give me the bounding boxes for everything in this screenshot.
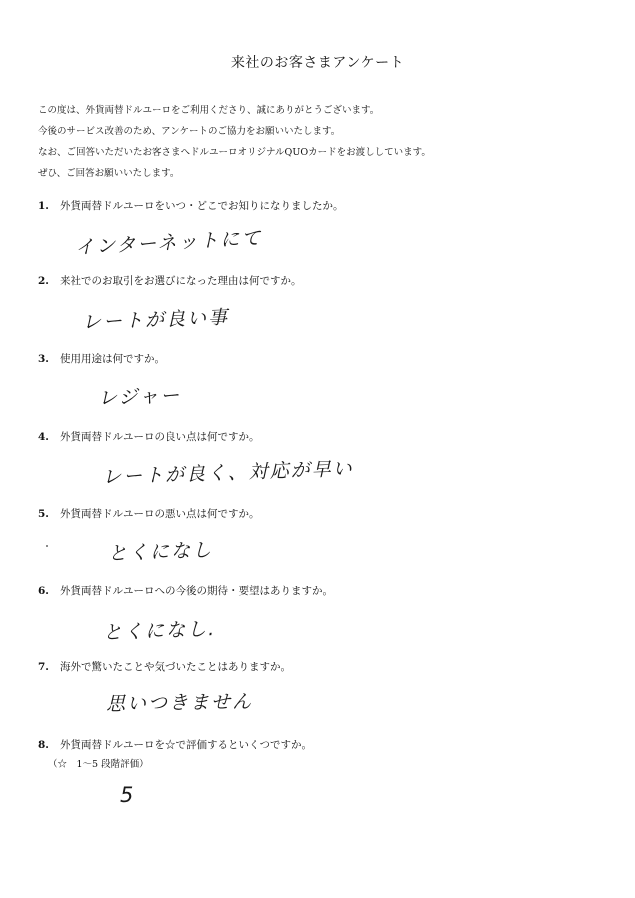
question-8 [38,737,312,752]
question-3 [38,351,165,366]
survey-title: 来社のお客さまアンケート [230,55,405,71]
question-text: 外貨両替ドルユーロをいつ・どこでお知りになりましたか。 [60,200,344,212]
rating-scale-note: （☆ 1～5 段階評価） [48,759,149,770]
question-text: 外貨両替ドルユーロの良い点は何ですか。 [60,431,260,443]
answer-4: レートが良く、対応が早い [101,457,354,489]
question-5 [38,506,260,521]
intro-line: 今後のサービス改善のため、アンケートのご協力をお願いいたします。 [38,126,341,137]
question-number: 1. [38,200,49,212]
question-text: 外貨両替ドルユーロを☆で評価するといくつですか。 [60,739,312,751]
question-6 [38,583,333,598]
answer-7: 思いつきません [105,690,254,716]
question-number: 8. [38,739,49,751]
question-number: 7. [38,661,49,673]
intro-line: この度は、外貨両替ドルユーロをご利用くださり、誠にありがとうございます。 [38,105,380,116]
question-text: 外貨両替ドルユーロの悪い点は何ですか。 [60,508,260,520]
question-number: 4. [38,431,49,443]
question-number: 2. [38,275,49,287]
question-7 [38,659,291,674]
question-text: 外貨両替ドルユーロへの今後の期待・要望はありますか。 [60,585,333,597]
intro-line: ぜひ、ご回答お願いいたします。 [38,168,180,179]
stray-mark [46,545,48,547]
answer-6: とくになし. [102,618,217,644]
answer-8: 5 [120,783,136,807]
answer-3: レジャー [97,384,182,410]
question-text: 海外で驚いたことや気づいたことはありますか。 [60,661,291,673]
question-4 [38,429,260,444]
question-number: 6. [38,585,49,597]
answer-1: インターネットにて [74,227,263,259]
question-number: 3. [38,353,49,365]
question-text: 使用用途は何ですか。 [60,353,165,365]
question-text: 来社でのお取引をお選びになった理由は何ですか。 [60,275,302,287]
question-number: 5. [38,508,49,520]
intro-line: なお、ご回答いただいたお客さまへドルユーロオリジナルQUOカードをお渡ししています。 [38,147,431,158]
intro-text [38,100,608,184]
question-2 [38,273,302,288]
answer-5: とくになし [107,539,214,565]
question-1 [38,198,344,213]
answer-2: レートが良い事 [81,306,230,334]
